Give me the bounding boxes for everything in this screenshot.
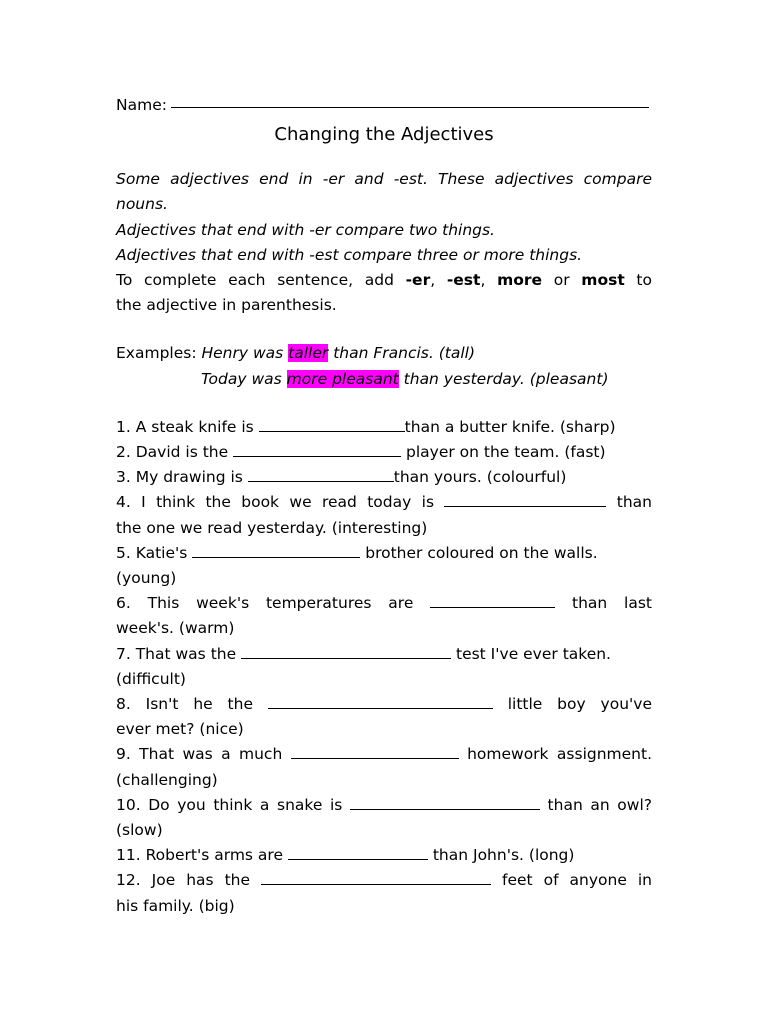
intro-line <box>116 268 652 293</box>
question-1 <box>116 415 652 440</box>
answer-blank[interactable] <box>233 442 401 457</box>
text: 3. My drawing is <box>116 468 248 487</box>
word-more: more <box>497 271 543 290</box>
intro-line: Adjectives that end with -est compare three or more things. <box>116 245 583 264</box>
text: little boy you've <box>492 695 652 714</box>
example-1 <box>116 341 652 366</box>
answer-blank[interactable] <box>268 694 493 709</box>
answer-blank[interactable] <box>241 644 451 659</box>
question-9-cont: (challenging) <box>116 770 218 789</box>
text: To complete each sentence, add <box>116 271 406 290</box>
text: than last <box>555 594 652 613</box>
text: 2. David is the <box>116 443 234 462</box>
question-9 <box>116 742 652 767</box>
intro-line: Some adjectives end in -er and -est. These adjectives compare <box>116 170 652 189</box>
question-12 <box>116 868 652 893</box>
text: player on the team. (fast) <box>401 443 606 462</box>
text: , <box>480 271 498 290</box>
text: 5. Katie's <box>116 543 193 562</box>
text: than a butter knife. (sharp) <box>404 417 616 436</box>
name-blank[interactable] <box>171 93 649 108</box>
answer-blank[interactable] <box>259 417 405 432</box>
highlight: taller <box>288 344 329 363</box>
text: 10. Do you think a snake is <box>116 795 350 814</box>
intro-line: nouns. <box>116 195 168 214</box>
answer-blank[interactable] <box>248 467 394 482</box>
text: 4. I think the book we read today is <box>116 493 445 512</box>
text: 6. This week's temperatures are <box>116 594 431 613</box>
answer-blank[interactable] <box>288 845 428 860</box>
question-3 <box>116 465 652 490</box>
question-2 <box>116 440 652 465</box>
text: 1. A steak knife is <box>116 417 259 436</box>
text: than an owl? <box>539 795 652 814</box>
question-5 <box>116 541 652 566</box>
question-10 <box>116 793 652 818</box>
text: Today was <box>201 369 287 388</box>
answer-blank[interactable] <box>261 870 491 885</box>
question-6 <box>116 591 652 616</box>
text: 11. Robert's arms are <box>116 846 288 865</box>
examples <box>116 341 652 391</box>
answer-blank[interactable] <box>350 795 540 810</box>
text: than <box>606 493 653 512</box>
text: than Francis. (tall) <box>328 344 475 363</box>
intro-line: Adjectives that end with -er compare two things. <box>116 220 495 239</box>
text: Henry was <box>201 344 289 363</box>
text: brother coloured on the walls. <box>360 543 598 562</box>
questions <box>116 415 652 919</box>
example-2 <box>116 367 652 392</box>
answer-blank[interactable] <box>192 543 360 558</box>
intro-line: the adjective in parenthesis. <box>116 296 337 315</box>
question-11 <box>116 843 652 868</box>
question-8 <box>116 692 652 717</box>
question-7 <box>116 642 652 667</box>
question-6-cont: week's. (warm) <box>116 619 235 638</box>
word-most: most <box>581 271 625 290</box>
question-10-cont: (slow) <box>116 821 163 840</box>
question-7-cont: (difficult) <box>116 669 186 688</box>
answer-blank[interactable] <box>430 593 555 608</box>
instructions <box>116 167 652 318</box>
text: homework assignment. <box>458 745 652 764</box>
question-4-cont: the one we read yesterday. (interesting) <box>116 518 428 537</box>
text: test I've ever taken. <box>451 644 611 663</box>
question-8-cont: ever met? (nice) <box>116 720 244 739</box>
name-line <box>116 93 652 118</box>
name-label: Name: <box>116 96 167 114</box>
text: than John's. (long) <box>427 846 575 865</box>
question-12-cont: his family. (big) <box>116 896 235 915</box>
answer-blank[interactable] <box>444 492 606 507</box>
worksheet <box>116 93 652 919</box>
text: or <box>542 271 582 290</box>
question-4 <box>116 490 652 515</box>
answer-blank[interactable] <box>291 744 459 759</box>
text: 9. That was a much <box>116 745 291 764</box>
highlight: more pleasant <box>286 369 399 388</box>
text: feet of anyone in <box>491 871 652 890</box>
examples-label: Examples: <box>116 344 197 363</box>
text: than yesterday. (pleasant) <box>398 369 609 388</box>
suffix-est: -est <box>446 271 481 290</box>
question-5-cont: (young) <box>116 569 177 588</box>
suffix-er: -er <box>405 271 431 290</box>
text: than yours. (colourful) <box>393 468 567 487</box>
text: 12. Joe has the <box>116 871 262 890</box>
page-title: Changing the Adjectives <box>274 124 494 146</box>
text: 8. Isn't he the <box>116 695 268 714</box>
text: 7. That was the <box>116 644 242 663</box>
text: to <box>624 271 652 290</box>
text: , <box>430 271 447 290</box>
